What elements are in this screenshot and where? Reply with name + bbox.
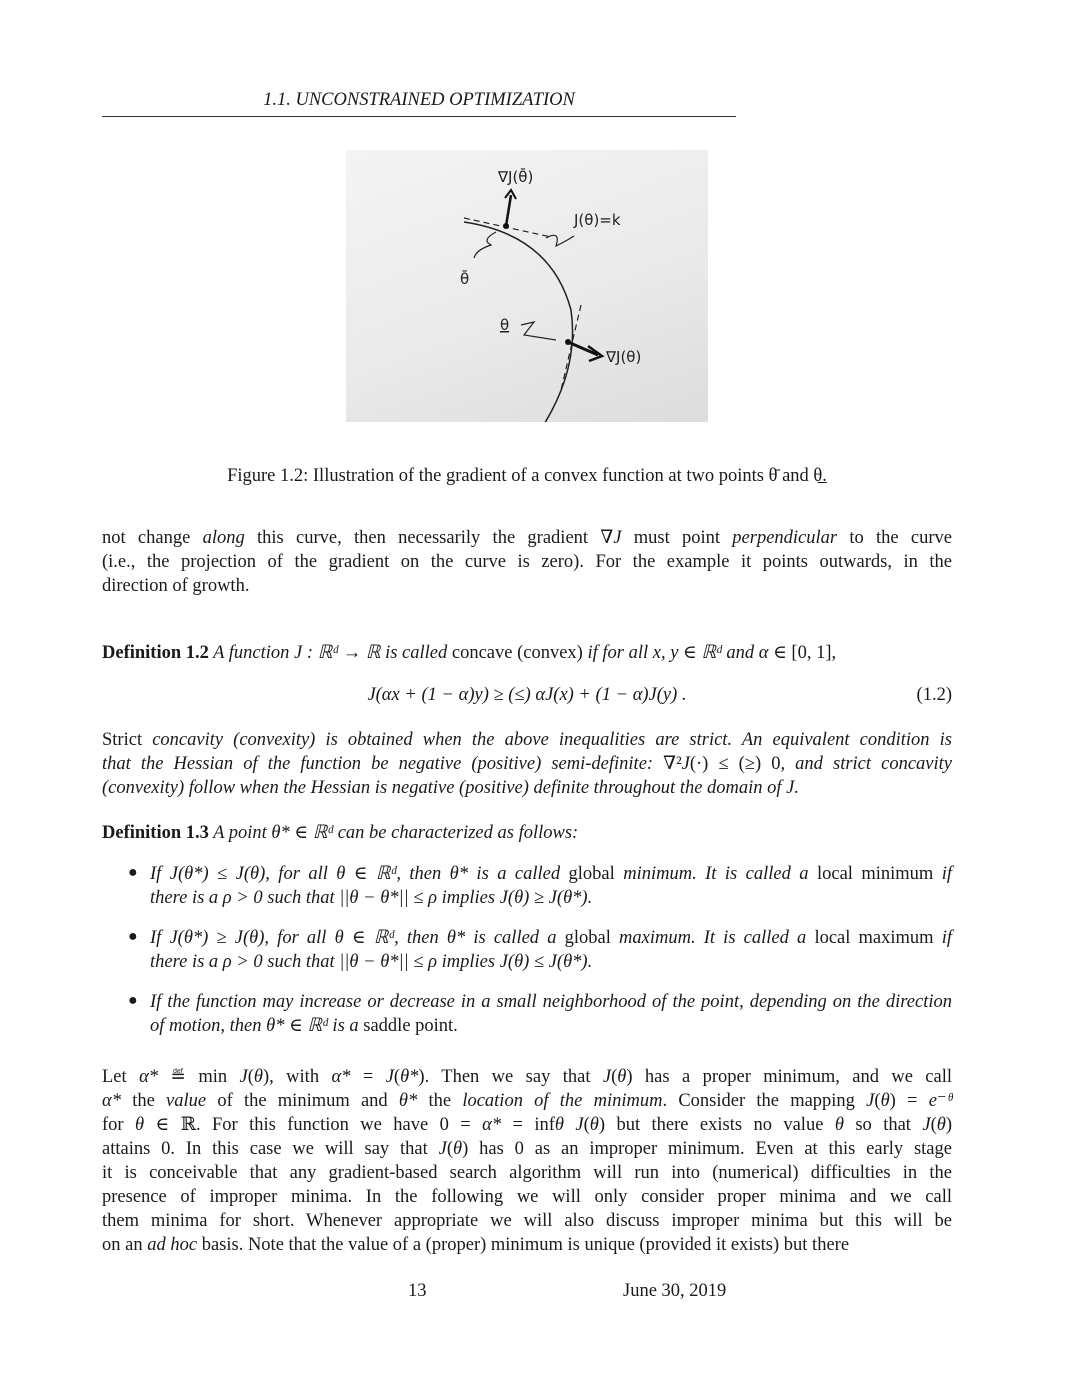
text-span: direction of growth.	[102, 576, 250, 596]
text-span: α*	[139, 1067, 159, 1087]
text-span: Let	[102, 1067, 140, 1087]
bullet-icon: ●	[128, 864, 138, 881]
text-span: Definition 1.3	[102, 823, 209, 843]
text-span: J	[866, 1091, 875, 1111]
text-span: θ	[589, 1115, 599, 1135]
text-line	[102, 574, 952, 598]
squiggle-theta-bar	[474, 232, 496, 258]
text-span: ) has 0 as an improper minimum. Even at this early stage	[462, 1139, 952, 1159]
text-line	[150, 1014, 952, 1038]
text-line	[150, 886, 952, 910]
text-span: A point θ* ∈ ℝᵈ can be characterized as follows:	[208, 823, 579, 843]
figure-caption: Figure 1.2: Illustration of the gradient of a convex function at two points θ̄ and θ̲.	[227, 466, 827, 486]
text-span: global	[564, 928, 611, 948]
text-span: value	[166, 1091, 207, 1111]
text-span: ≝ min	[158, 1067, 240, 1087]
text-span: α*	[482, 1115, 502, 1135]
label-theta-under: θ	[500, 316, 510, 334]
text-line	[102, 1137, 952, 1161]
text-span: not change	[102, 528, 203, 548]
text-span: If J(θ*) ≥ J(θ), for all θ ∈ ℝᵈ, then θ* is called a	[150, 928, 565, 948]
text-span: J	[239, 1067, 248, 1087]
text-span: maximum. It is called a	[610, 928, 815, 948]
equation-number: (1.2)	[916, 685, 952, 705]
text-span: (	[874, 1091, 881, 1111]
text-span: local minimum	[816, 864, 934, 884]
text-line	[102, 1161, 952, 1185]
text-span: if	[933, 928, 953, 948]
text-span: θ*	[398, 1091, 418, 1111]
footer-date: June 30, 2019	[623, 1281, 727, 1301]
squiggle-theta-under	[521, 322, 556, 340]
text-span: Definition 1.2	[102, 643, 209, 663]
text-span: θ	[936, 1115, 946, 1135]
text-span: θ	[134, 1115, 145, 1135]
text-span: J	[681, 754, 690, 774]
text-span: if	[933, 864, 953, 884]
text-span: = inf	[501, 1115, 555, 1135]
text-span: (convexity) follow when the Hessian is negative (positive) definite throughout the domain of J.	[102, 778, 800, 798]
text-span: θ	[834, 1115, 844, 1135]
text-span: (	[446, 1139, 454, 1159]
text-span: if for all x, y ∈ ℝᵈ and α ∈	[582, 643, 792, 663]
text-span: ), with	[263, 1067, 332, 1087]
text-span: θ	[617, 1067, 627, 1087]
text-span: ) has a proper minimum, and we call	[626, 1067, 953, 1087]
text-span: saddle point.	[363, 1016, 458, 1036]
text-span: it is conceivable that any gradient-based search algorithm will run into (numerical) difficulties in the	[102, 1163, 952, 1183]
text-line	[102, 821, 952, 845]
text-line	[102, 641, 952, 665]
text-span: along	[202, 528, 245, 548]
text-span: =	[350, 1067, 386, 1087]
equation-text: J(αx + (1 − α)y) ≥ (≤) αJ(x) + (1 − α)J(y) .	[367, 685, 687, 705]
figure-photo	[346, 150, 708, 422]
text-span: ) but there exists no value	[598, 1115, 835, 1135]
text-line	[102, 1233, 952, 1257]
text-span: local maximum	[814, 928, 934, 948]
gradient-arrow-top	[506, 195, 511, 226]
text-line	[102, 1209, 952, 1233]
text-span: ᵈ → ℝ is called	[332, 643, 452, 663]
text-line	[150, 950, 952, 974]
text-span: (	[393, 1067, 401, 1087]
level-curve	[464, 222, 573, 422]
text-line	[102, 1065, 952, 1089]
text-span: J	[922, 1115, 931, 1135]
text-span: location of the minimum	[462, 1091, 663, 1111]
text-line	[102, 752, 952, 776]
header-rule	[102, 116, 736, 117]
text-span: attains 0. In this case we will say that	[102, 1139, 439, 1159]
text-span: , and strict concavity	[780, 754, 952, 774]
text-span: them minima for short. Whenever appropriate we will also discuss improper minima but this will be	[102, 1211, 952, 1231]
text-span: . Consider the mapping	[662, 1091, 867, 1111]
text-line	[150, 990, 952, 1014]
text-span: of motion, then θ* ∈ ℝᵈ is a	[150, 1016, 364, 1036]
text-span: θ	[453, 1139, 463, 1159]
text-span: of the minimum and	[206, 1091, 399, 1111]
text-line	[102, 776, 952, 800]
text-line	[102, 728, 952, 752]
text-span: ∇²	[663, 754, 682, 774]
text-span: (i.e., the projection of the gradient on the curve is zero). For the example it points outwards, in the	[102, 552, 952, 572]
text-span: A function J : ℝ	[208, 643, 333, 663]
text-span: global	[568, 864, 615, 884]
squiggle-level	[546, 235, 574, 246]
running-header: 1.1. UNCONSTRAINED OPTIMIZATION	[263, 90, 575, 110]
text-span: (	[930, 1115, 937, 1135]
text-span: concavity (convexity) is obtained when the above inequalities are strict. An equivalent condition is	[152, 730, 952, 750]
text-span: α*	[331, 1067, 351, 1087]
text-span: θ*	[400, 1067, 419, 1087]
text-span: to the curve	[837, 528, 952, 548]
text-span: α*	[102, 1091, 121, 1111]
text-span: (	[583, 1115, 590, 1135]
text-span: this curve, then necessarily the gradient ∇	[244, 528, 614, 548]
text-span: )	[945, 1115, 952, 1135]
text-span: presence of improper minima. In the following we will only consider proper minima and we call	[102, 1187, 952, 1207]
text-span: [0, 1],	[791, 643, 837, 663]
text-span: e⁻ᶿ	[928, 1091, 952, 1111]
label-theta-bar: θ̄	[460, 270, 470, 288]
text-line	[150, 862, 952, 886]
text-span: J	[613, 528, 622, 548]
text-span: there is a ρ > 0 such that ||θ − θ*|| ≤ ρ implies J(θ) ≥ J(θ*).	[150, 888, 593, 908]
page-number: 13	[408, 1281, 427, 1301]
text-span: If the function may increase or decrease in a small neighborhood of the point, depending on the direction	[150, 992, 952, 1012]
text-span: ∈ ℝ. For this function we have 0 =	[144, 1115, 483, 1135]
text-span: (·) ≤ (≥) 0	[689, 754, 781, 774]
text-span: θ	[880, 1091, 890, 1111]
text-span: the	[417, 1091, 463, 1111]
text-span: on an	[102, 1235, 148, 1255]
text-span: θ J	[554, 1115, 584, 1135]
bullet-icon: ●	[128, 992, 138, 1009]
label-gradient-theta-under: ∇J(θ)	[606, 348, 642, 366]
text-span: concave (convex)	[451, 643, 583, 663]
text-line	[150, 926, 952, 950]
text-span: the	[120, 1091, 167, 1111]
text-span: ad hoc	[147, 1235, 198, 1255]
text-span: for	[102, 1115, 135, 1135]
text-line	[102, 550, 952, 574]
text-span: minimum. It is called a	[614, 864, 817, 884]
label-level-set: J(θ)=k	[574, 211, 621, 229]
text-span: so that	[843, 1115, 923, 1135]
text-line	[102, 526, 952, 550]
bullet-icon: ●	[128, 928, 138, 945]
text-span: (	[247, 1067, 254, 1087]
text-span: J	[385, 1067, 394, 1087]
text-span: J	[602, 1067, 612, 1087]
text-span: J	[438, 1139, 447, 1159]
text-line	[102, 1089, 952, 1113]
text-span: ) =	[889, 1091, 929, 1111]
label-gradient-theta-bar: ∇J(θ̄)	[498, 168, 534, 186]
text-span: Strict	[102, 730, 153, 750]
level-curve-sketch	[346, 150, 708, 422]
text-span: (	[611, 1067, 618, 1087]
text-span: perpendicular	[732, 528, 838, 548]
text-span: basis. Note that the value of a (proper) minimum is unique (provided it exists) but there	[197, 1235, 850, 1255]
text-span: If J(θ*) ≤ J(θ), for all θ ∈ ℝᵈ, then θ* is a called	[150, 864, 569, 884]
text-span: ). Then we say that	[418, 1067, 603, 1087]
text-line	[102, 1185, 952, 1209]
text-span: θ	[253, 1067, 263, 1087]
text-line	[102, 1113, 952, 1137]
text-span: must point	[621, 528, 733, 548]
text-span: there is a ρ > 0 such that ||θ − θ*|| ≤ ρ implies J(θ) ≤ J(θ*).	[150, 952, 593, 972]
text-span: that the Hessian of the function be negative (positive) semi-definite:	[102, 754, 664, 774]
